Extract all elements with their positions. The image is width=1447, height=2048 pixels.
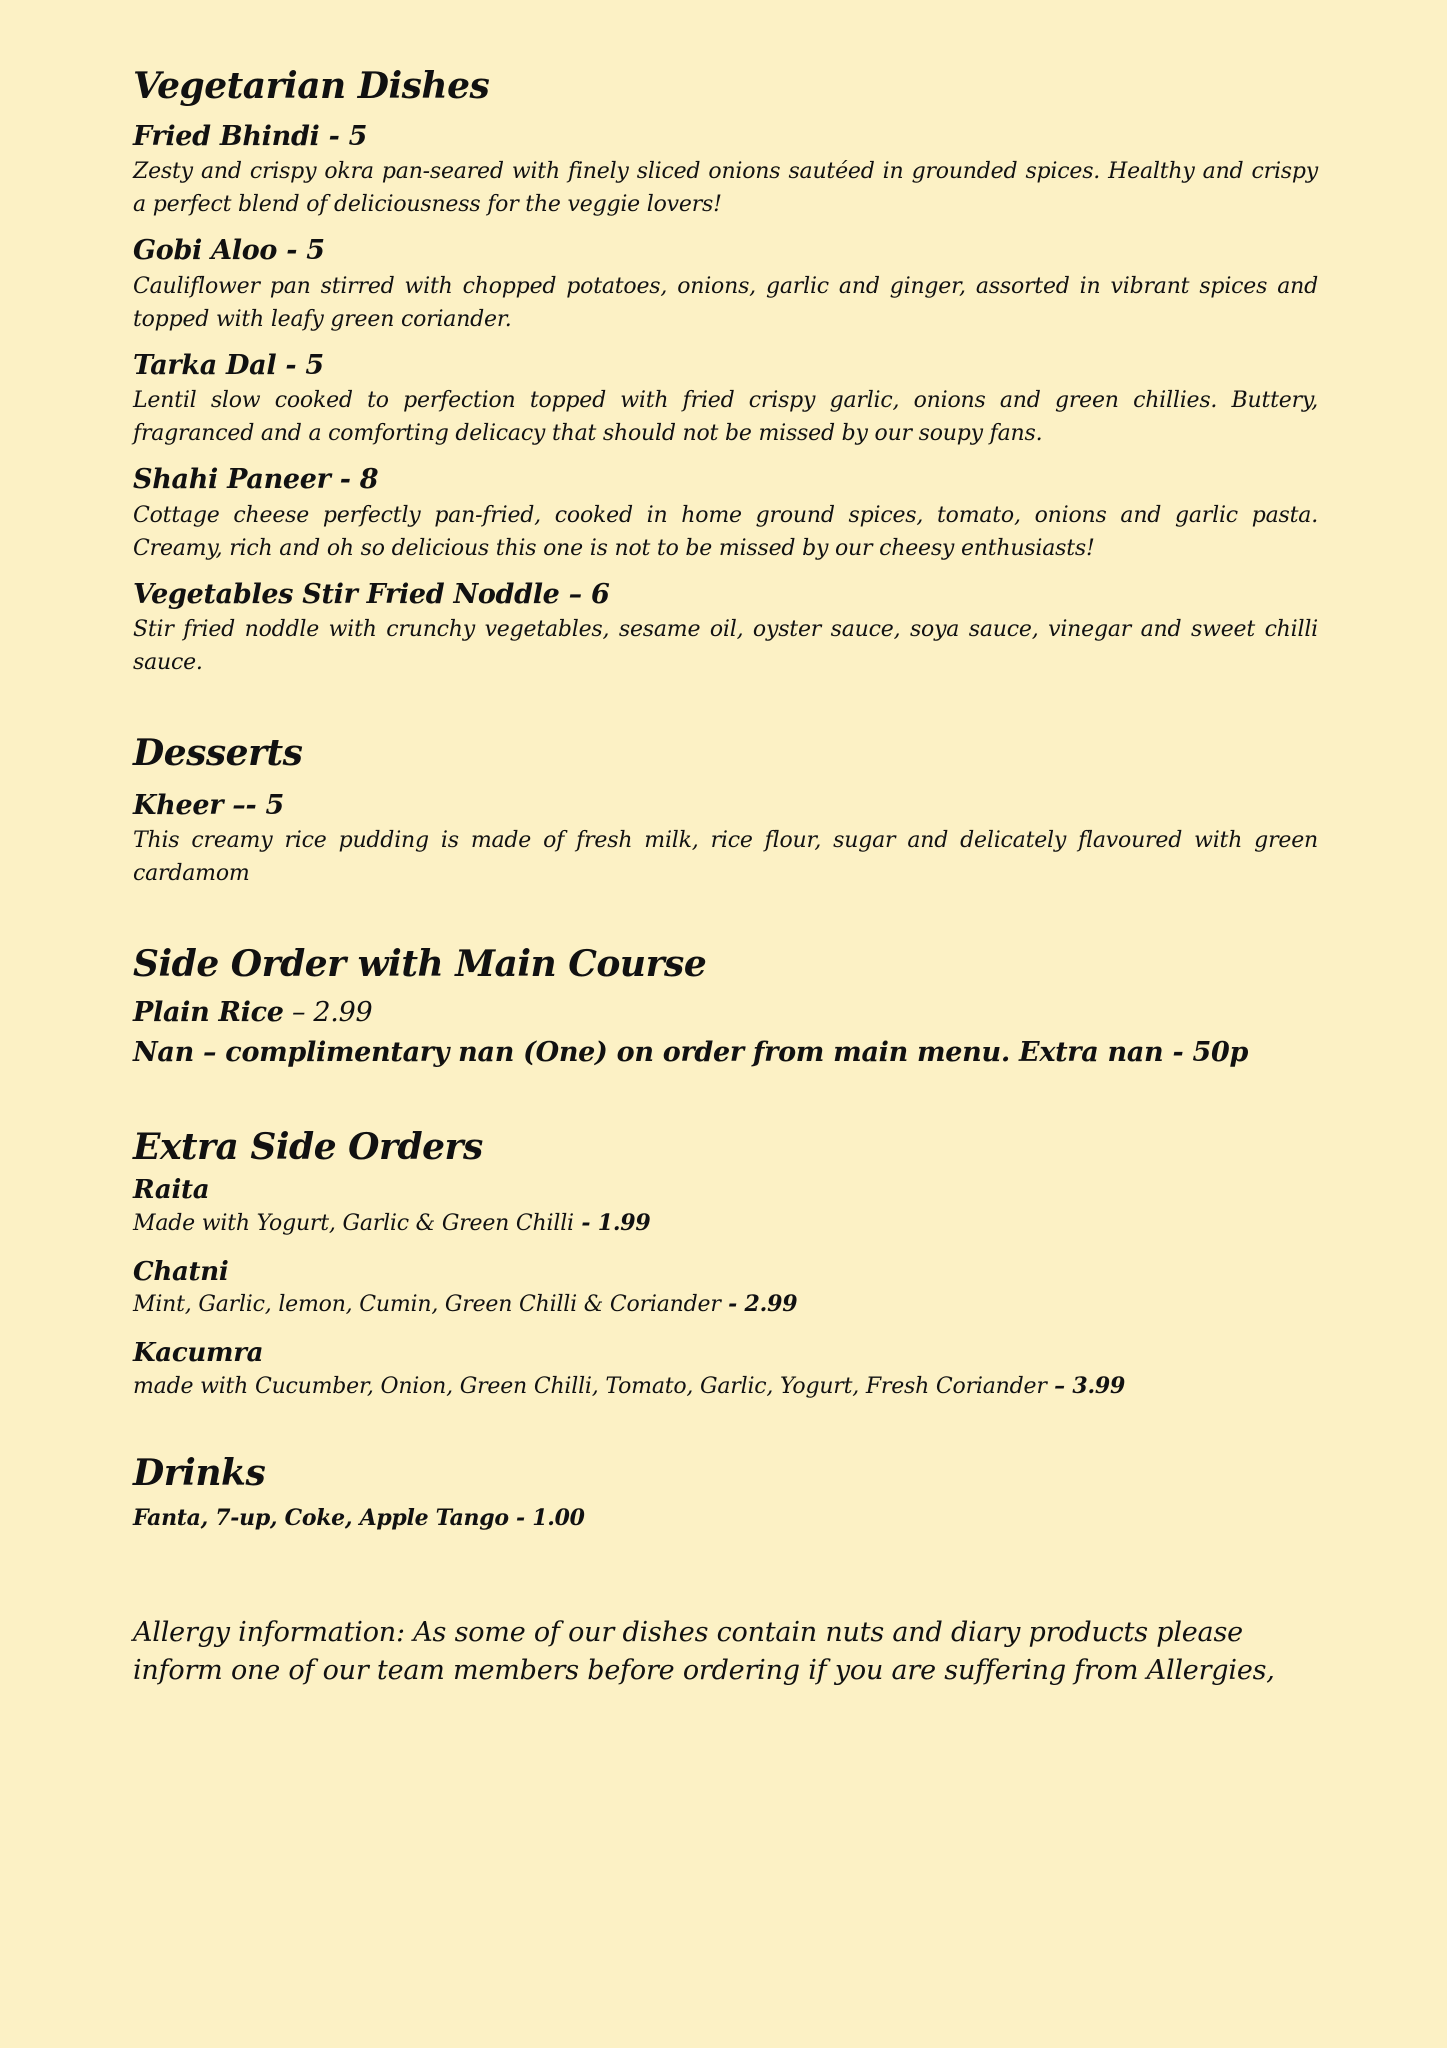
item-name: Fried Bhindi - 5 — [133, 121, 368, 152]
plain-rice-price: – 2.99 — [283, 997, 373, 1029]
menu-item — [133, 464, 1318, 564]
extra-item-ingredients: Mint, Garlic, lemon, Cumin, Green Chilli & Coriander — [133, 1292, 721, 1318]
menu-page — [133, 64, 1318, 1717]
plain-rice-name: Plain Rice — [133, 997, 284, 1029]
drinks-section — [133, 1451, 1318, 1534]
menu-item — [133, 790, 1318, 890]
plain-rice-line — [133, 993, 1318, 1033]
extra-side-orders-section — [133, 1125, 1318, 1403]
side-order-section — [133, 942, 1318, 1073]
extra-item-name: Raita — [133, 1175, 210, 1206]
extra-item-description — [133, 1207, 1318, 1240]
extra-item-price: – 3.99 — [1046, 1372, 1126, 1399]
item-description: This creamy rice pudding is made of fresh milk, rice flour, sugar and delicately flavoured with green cardamom — [133, 828, 1318, 887]
extra-item-ingredients: made with Cucumber, Onion, Green Chilli, Tomato, Garlic, Yogurt, Fresh Coriander — [133, 1373, 1047, 1399]
section-title-vegetarian: Vegetarian Dishes — [133, 65, 490, 107]
item-description: Zesty and crispy okra pan-seared with finely sliced onions sautéed in grounded spices. Healthy and crispy a perfect blend of deliciousness for the veggie lovers! — [133, 159, 1318, 218]
section-title-desserts: Desserts — [133, 731, 303, 774]
allergy-information: Allergy information: As some of our dishes contain nuts and diary products please inform one of our team members before ordering if you are suffering from Allergies, — [133, 1616, 1275, 1686]
extra-item-description — [133, 1288, 1318, 1321]
desserts-section — [133, 731, 1318, 890]
extra-item — [133, 1337, 1318, 1403]
section-title-side-order: Side Order with Main Course — [133, 943, 707, 986]
item-description: Stir fried noddle with crunchy vegetables, sesame oil, oyster sauce, soya sauce, vinegar and sweet chilli sauce. — [133, 616, 1318, 675]
item-description: Cottage cheese perfectly pan-fried, cooked in home ground spices, tomato, onions and garlic pasta. Creamy, rich and oh so delicious this one is not to be missed by our cheesy enthusiasts! — [133, 502, 1318, 561]
section-title-extra-side-orders: Extra Side Orders — [133, 1126, 483, 1169]
item-name: Gobi Aloo - 5 — [133, 235, 325, 267]
vegetarian-section — [133, 64, 1318, 679]
section-title-drinks: Drinks — [133, 1451, 266, 1494]
extra-item-price: - 1.99 — [573, 1209, 651, 1236]
item-name: Shahi Paneer - 8 — [133, 464, 379, 496]
item-name: Vegetables Stir Fried Noddle – 6 — [133, 578, 610, 610]
item-description: Cauliflower pan stirred with chopped potatoes, onions, garlic and ginger, assorted in vibrant spices and topped with leafy green coriander. — [133, 273, 1318, 332]
menu-item — [133, 235, 1318, 335]
extra-item-ingredients: Made with Yogurt, Garlic & Green Chilli — [133, 1210, 574, 1236]
extra-item-description — [133, 1370, 1318, 1403]
menu-item — [133, 579, 1318, 679]
extra-item-name: Kacumra — [133, 1338, 264, 1369]
menu-item — [133, 350, 1318, 450]
item-name: Tarka Dal - 5 — [133, 349, 324, 381]
menu-item — [133, 121, 1318, 221]
item-name: Kheer –- 5 — [133, 789, 284, 821]
nan-line: Nan – complimentary nan (One) on order from main menu. Extra nan - 50p — [133, 1037, 1249, 1069]
item-description: Lentil slow cooked to perfection topped with fried crispy garlic, onions and green chillies. Buttery, fragranced and a comforting delicacy that should not be missed by our soupy fans. — [133, 388, 1318, 447]
extra-item — [133, 1256, 1318, 1322]
drinks-list: Fanta, 7-up, Coke, Apple Tango - 1.00 — [133, 1504, 585, 1531]
extra-item-name: Chatni — [133, 1256, 229, 1287]
extra-item — [133, 1174, 1318, 1240]
extra-item-price: - 2.99 — [720, 1291, 798, 1318]
